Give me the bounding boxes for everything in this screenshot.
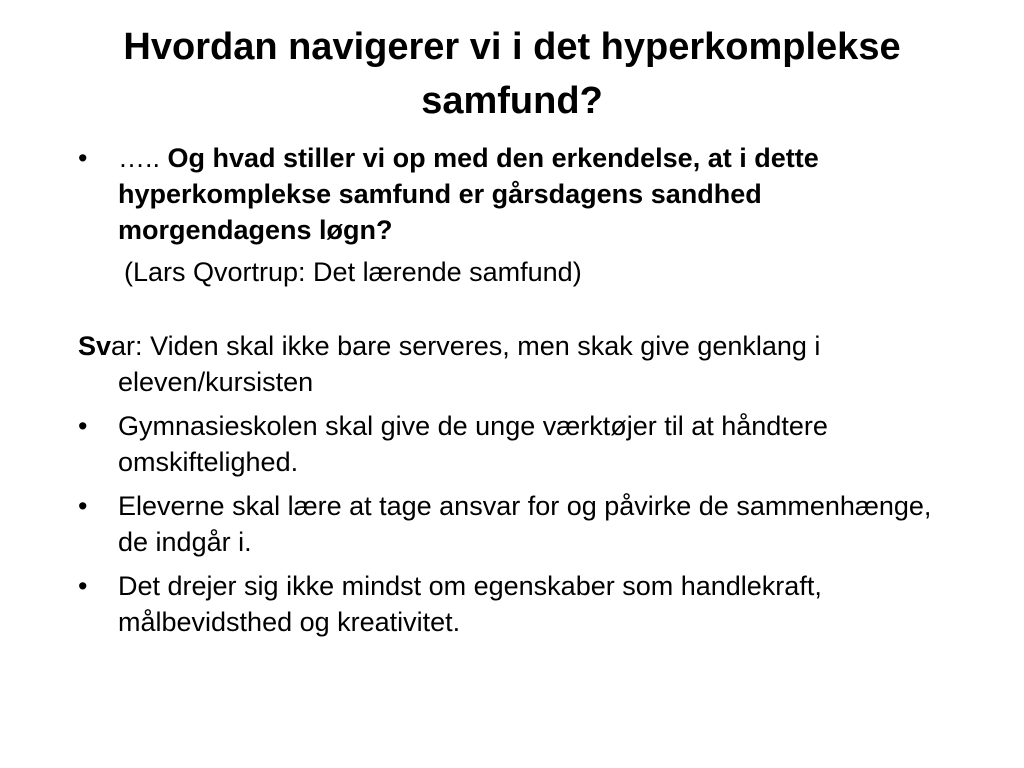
quote-bullet [78, 140, 958, 248]
answer-paragraph [78, 328, 958, 400]
quote-lead: ….. [118, 143, 161, 173]
bullet-icon: • [78, 411, 88, 441]
list-item [78, 408, 958, 480]
answer-label-rest: ar: [111, 331, 143, 361]
quote-citation [78, 254, 958, 290]
list-item-text: Det drejer sig ikke mindst om egenskaber som handlekraft, målbevidsthed og kreativitet. [118, 571, 822, 637]
slide-body [78, 140, 958, 640]
list-item-text: Eleverne skal lære at tage ansvar for og påvirke de sammenhænge, de indgår i. [118, 491, 932, 557]
bullet-icon: • [78, 571, 88, 601]
bullet-icon: • [78, 491, 88, 521]
citation-text: (Lars Qvortrup: Det lærende samfund) [124, 257, 582, 287]
answer-text: Viden skal ikke bare serveres, men skak give genklang i eleven/kursisten [118, 331, 821, 397]
quote-text: Og hvad stiller vi op med den erkendelse, at i dette hyperkomplekse samfund er gårsdagens sandhed morgendagens løgn? [118, 143, 819, 245]
slide-title: Hvordan navigerer vi i det hyperkomplekse samfund? [123, 26, 901, 122]
bullet-icon: • [78, 143, 88, 173]
spacer [78, 290, 958, 328]
list-item-text: Gymnasieskolen skal give de unge værktøjer til at håndtere omskiftelighed. [118, 411, 828, 477]
list-item [78, 568, 958, 640]
answer-label-bold: Sv [78, 331, 112, 361]
list-item [78, 488, 958, 560]
